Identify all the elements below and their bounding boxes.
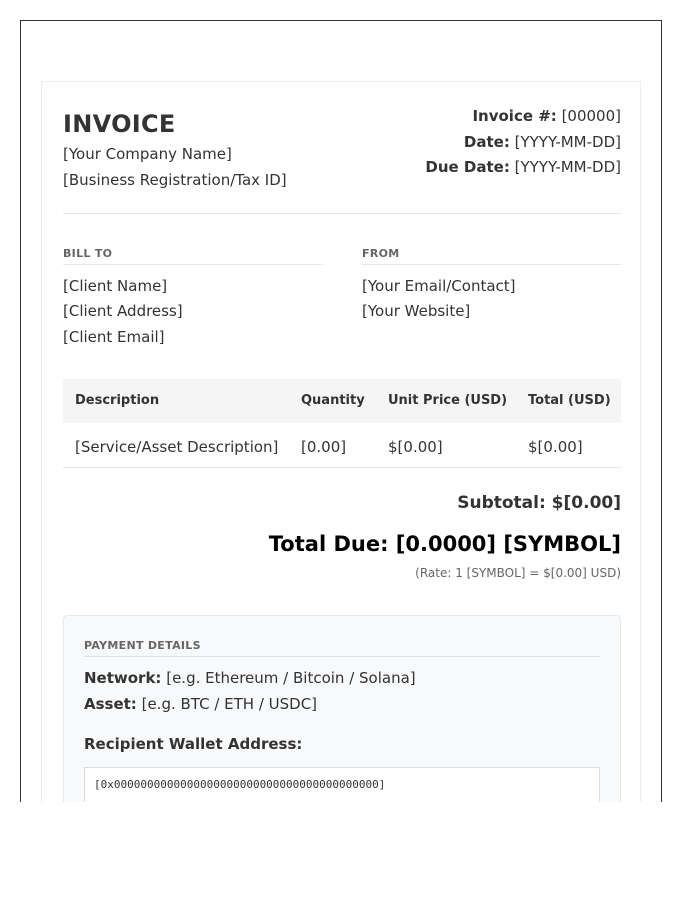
wallet-address-value[interactable]: [0x0000000000000000000000000000000000000000]: [94, 778, 386, 791]
payment-details-rule: [84, 656, 600, 657]
invoice-date: [464, 133, 621, 151]
column-header-description: Description: [75, 393, 160, 408]
invoice-date-label: Date:: [463, 133, 510, 151]
document-frame: [20, 20, 662, 802]
header-divider: [63, 213, 621, 214]
bill-to-client-name: [Client Name]: [63, 277, 168, 295]
invoice-title: INVOICE: [63, 110, 176, 138]
column-header-total: Total (USD): [528, 393, 611, 408]
bill-to-rule: [63, 264, 323, 265]
company-name: [Your Company Name]: [63, 145, 232, 163]
bill-to-client-email: [Client Email]: [63, 328, 165, 346]
invoice-card: [41, 81, 641, 802]
tax-id: [Business Registration/Tax ID]: [63, 171, 287, 189]
network-value: [e.g. Ethereum / Bitcoin / Solana]: [166, 669, 416, 687]
table-row-divider: [63, 467, 621, 468]
asset-label: Asset:: [84, 695, 137, 713]
network-label: Network:: [84, 669, 162, 687]
column-header-unit-price: Unit Price (USD): [388, 393, 508, 408]
bill-to-client-address: [Client Address]: [63, 302, 183, 320]
wallet-address-label: Recipient Wallet Address:: [84, 735, 303, 753]
payment-asset: [84, 695, 317, 713]
table-cell-description: [Service/Asset Description]: [75, 438, 279, 456]
table-header: [63, 379, 621, 423]
bill-to-heading: BILL TO: [63, 247, 113, 260]
invoice-number-label: Invoice #:: [472, 107, 557, 125]
payment-details-box: [63, 615, 621, 802]
payment-network: [84, 669, 416, 687]
table-cell-quantity: [0.00]: [301, 438, 347, 456]
from-website: [Your Website]: [362, 302, 471, 320]
from-rule: [362, 264, 621, 265]
from-contact: [Your Email/Contact]: [362, 277, 516, 295]
asset-value: [e.g. BTC / ETH / USDC]: [141, 695, 318, 713]
subtotal: Subtotal: $[0.00]: [457, 493, 621, 513]
invoice-due-value: [YYYY-MM-DD]: [514, 158, 621, 176]
invoice-due-date: [425, 158, 621, 176]
invoice-number: [472, 107, 621, 125]
column-header-quantity: Quantity: [301, 393, 365, 408]
invoice-number-value: [00000]: [561, 107, 621, 125]
table-cell-total: $[0.00]: [528, 438, 583, 456]
table-cell-unit-price: $[0.00]: [388, 438, 443, 456]
total-due: Total Due: [0.0000] [SYMBOL]: [268, 532, 621, 556]
wallet-address-field[interactable]: [84, 767, 600, 802]
from-heading: FROM: [362, 247, 400, 260]
payment-details-heading: PAYMENT DETAILS: [84, 639, 201, 652]
invoice-due-label: Due Date:: [425, 158, 510, 176]
exchange-rate: (Rate: 1 [SYMBOL] = $[0.00] USD): [415, 566, 621, 580]
invoice-date-value: [YYYY-MM-DD]: [514, 133, 621, 151]
